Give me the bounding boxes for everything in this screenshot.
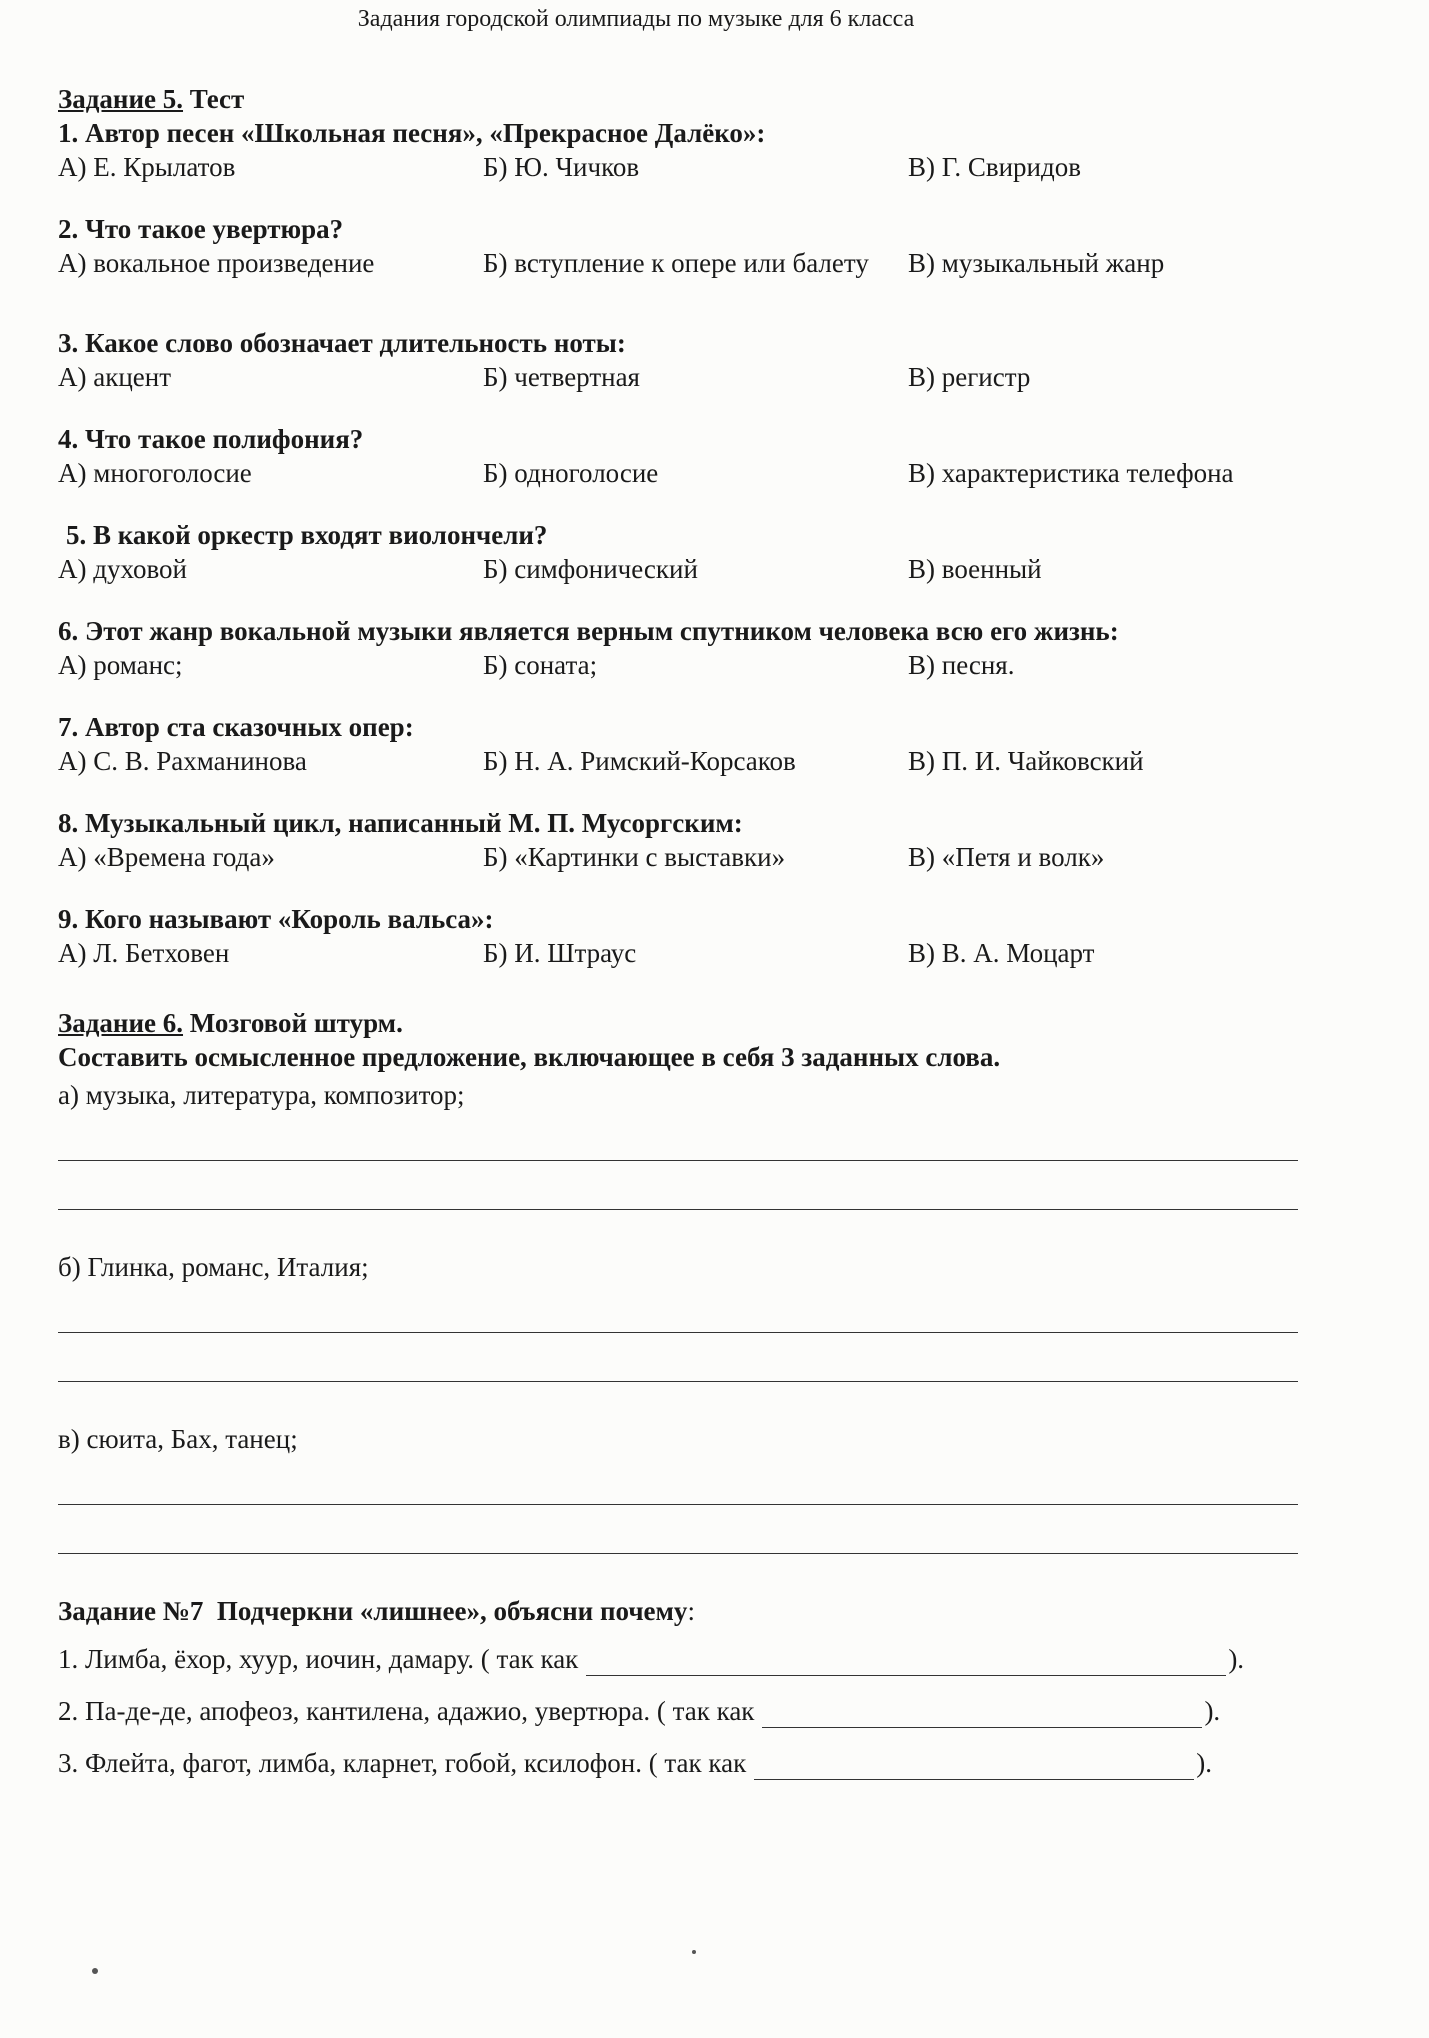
option-c[interactable]: В) регистр [908, 362, 1031, 392]
closing-bracket: ). [1204, 1696, 1221, 1726]
option-b[interactable]: Б) одноголосие [483, 458, 659, 488]
question-1 [58, 116, 1318, 184]
word-group-label: а) музыка, литература, композитор; [58, 1080, 465, 1110]
question-text: 7. Автор ста сказочных опер: [58, 712, 414, 742]
answer-options [58, 246, 1318, 280]
scan-speck [92, 1968, 98, 1974]
task7-colon: : [687, 1596, 695, 1626]
answer-options [58, 360, 1318, 394]
scan-speck [692, 1950, 696, 1954]
option-b[interactable]: Б) соната; [483, 650, 598, 680]
word-group-c [58, 1422, 1318, 1554]
explanation-blank[interactable] [586, 1649, 1226, 1676]
answer-options [58, 840, 1318, 874]
option-c[interactable]: В) П. И. Чайковский [908, 746, 1144, 776]
answer-line[interactable] [58, 1381, 1298, 1382]
answer-options [58, 936, 1318, 970]
question-text: 4. Что такое полифония? [58, 424, 364, 454]
task5-name: Тест [189, 84, 245, 114]
answer-lines [58, 1160, 1318, 1210]
answer-options [58, 744, 1318, 778]
task6-label: Задание 6. [58, 1008, 184, 1038]
option-a[interactable]: А) акцент [58, 362, 172, 392]
answer-line[interactable] [58, 1332, 1298, 1333]
answer-line[interactable] [58, 1160, 1298, 1161]
option-a[interactable]: А) Л. Бетховен [58, 938, 230, 968]
option-a[interactable]: А) С. В. Рахманинова [58, 746, 307, 776]
question-6 [58, 614, 1318, 682]
task6-instruction: Составить осмысленное предложение, включающее в себя 3 заданных слова. [58, 1042, 1001, 1072]
answer-lines [58, 1332, 1318, 1382]
question-text: 2. Что такое увертюра? [58, 214, 344, 244]
item-text: 2. Па-де-де, апофеоз, кантилена, адажио, увертюра. ( так как [58, 1696, 755, 1726]
explanation-blank[interactable] [762, 1701, 1202, 1728]
task6-section [58, 1006, 1318, 1554]
option-c[interactable]: В) военный [908, 554, 1042, 584]
option-b[interactable]: Б) четвертная [483, 362, 640, 392]
question-9 [58, 902, 1318, 970]
option-b[interactable]: Б) И. Штраус [483, 938, 637, 968]
item-text: 1. Лимба, ёхор, хуур, иочин, дамару. ( так как [58, 1644, 579, 1674]
word-group-label: б) Глинка, романс, Италия; [58, 1252, 369, 1282]
question-text: 1. Автор песен «Школьная песня», «Прекрасное Далёко»: [58, 118, 766, 148]
answer-lines [58, 1504, 1318, 1554]
word-group-label: в) сюита, Бах, танец; [58, 1424, 298, 1454]
question-3 [58, 326, 1318, 394]
question-text: 5. В какой оркестр входят виолончели? [66, 520, 548, 550]
question-text: 9. Кого называют «Король вальса»: [58, 904, 494, 934]
option-b[interactable]: Б) симфонический [483, 554, 698, 584]
answer-options [58, 648, 1318, 682]
answer-options [58, 552, 1318, 586]
answer-line[interactable] [58, 1209, 1298, 1210]
explanation-blank[interactable] [754, 1753, 1194, 1780]
task5-questions [58, 116, 1318, 970]
option-b[interactable]: Б) Н. А. Римский-Корсаков [483, 746, 796, 776]
option-c[interactable]: В) музыкальный жанр [908, 248, 1165, 278]
option-c[interactable]: В) песня. [908, 650, 1015, 680]
option-b[interactable]: Б) Ю. Чичков [483, 152, 640, 182]
option-c[interactable]: В) характеристика телефона [908, 458, 1234, 488]
option-b[interactable]: Б) вступление к опере или балету [483, 248, 869, 278]
option-a[interactable]: А) духовой [58, 554, 187, 584]
question-text: 6. Этот жанр вокальной музыки является верным спутником человека всю его жизнь: [58, 616, 1119, 646]
closing-bracket: ). [1196, 1748, 1212, 1778]
task6-title [58, 1006, 1318, 1040]
word-group-a [58, 1078, 1318, 1210]
task7-name: Подчеркни «лишнее», объясни почему [216, 1596, 688, 1626]
task5-label: Задание 5. [58, 84, 184, 114]
option-c[interactable]: В) В. А. Моцарт [908, 938, 1095, 968]
option-a[interactable]: А) Е. Крылатов [58, 152, 236, 182]
option-c[interactable]: В) «Петя и волк» [908, 842, 1105, 872]
question-7 [58, 710, 1318, 778]
answer-options [58, 456, 1318, 490]
page-header: Задания городской олимпиады по музыке для 6 класса [357, 6, 915, 32]
question-text: 8. Музыкальный цикл, написанный М. П. Мусоргским: [58, 808, 743, 838]
question-5 [58, 518, 1318, 586]
task7-section [58, 1594, 1318, 1780]
option-a[interactable]: А) «Времена года» [58, 842, 275, 872]
item-text: 3. Флейта, фагот, лимба, кларнет, гобой, ксилофон. ( так как [58, 1748, 747, 1778]
option-a[interactable]: А) вокальное произведение [58, 248, 375, 278]
odd-one-out-item-1 [58, 1642, 1318, 1676]
worksheet-content [58, 82, 1318, 1798]
option-b[interactable]: Б) «Картинки с выставки» [483, 842, 786, 872]
question-4 [58, 422, 1318, 490]
option-a[interactable]: А) романс; [58, 650, 183, 680]
question-8 [58, 806, 1318, 874]
odd-one-out-item-2 [58, 1694, 1318, 1728]
task5-title [58, 82, 1318, 116]
answer-line[interactable] [58, 1553, 1298, 1554]
task7-title [58, 1594, 1318, 1628]
option-a[interactable]: А) многоголосие [58, 458, 252, 488]
answer-options [58, 150, 1318, 184]
question-2 [58, 212, 1318, 280]
answer-line[interactable] [58, 1504, 1298, 1505]
task7-label: Задание №7 [58, 1596, 204, 1626]
task6-name: Мозговой штурм. [189, 1008, 403, 1038]
option-c[interactable]: В) Г. Свиридов [908, 152, 1081, 182]
word-group-b [58, 1250, 1318, 1382]
odd-one-out-item-3 [58, 1746, 1318, 1780]
question-text: 3. Какое слово обозначает длительность ноты: [58, 328, 626, 358]
closing-bracket: ). [1228, 1644, 1245, 1674]
